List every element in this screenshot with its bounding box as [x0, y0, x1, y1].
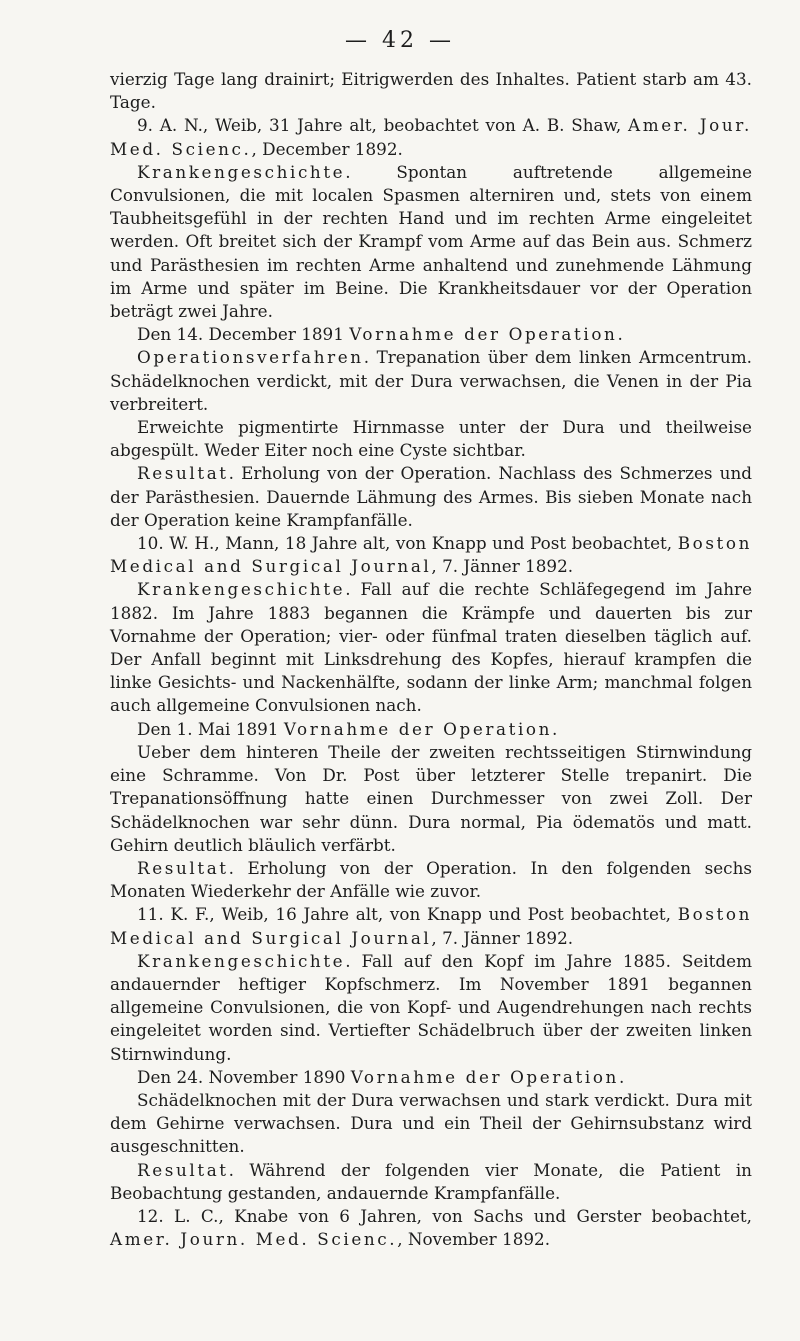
text-body: [110, 68, 752, 1251]
paragraph: [110, 1066, 752, 1089]
spaced-emphasis-text: Vornahme der Operation: [283, 718, 553, 739]
body-text: Erweichte pigmentirte Hirnmasse unter der Dura und theilweise abgespült. Weder Eiter noch eine Cyste sichtbar.: [110, 417, 752, 461]
spaced-emphasis-text: Boston Medical and Surgical Journal: [110, 904, 752, 948]
spaced-emphasis-text: Resultat: [137, 1159, 229, 1180]
body-text: , 7. Jänner 1892.: [431, 556, 574, 577]
paragraph: [110, 346, 752, 416]
paragraph: [110, 323, 752, 346]
body-text: 12. L. C., Knabe von 6 Jahren, von Sachs und Gerster beobachtet,: [137, 1205, 752, 1226]
body-text: . Trepanation über dem linken Armcentrum. Schädelknochen verdickt, mit der Dura verwachsen, die Venen in der Pia verbreitert.: [110, 347, 752, 414]
body-text: Den 14. December 1891: [137, 324, 350, 345]
paragraph: [110, 462, 752, 532]
paragraph: [110, 68, 752, 114]
body-text: . Während der folgenden vier Monate, die Patient in Beobachtung gestanden, andauernde Krampfanfälle.: [110, 1159, 752, 1203]
spaced-emphasis-text: Vornahme der Operation: [349, 324, 618, 345]
paragraph: [110, 1089, 752, 1159]
page-number: — 42 —: [345, 28, 455, 53]
body-text: . Erholung von der Operation. Nachlass des Schmerzes und der Parästhesien. Dauernde Lähmung des Armes. Bis sieben Monate nach der Operation keine Krampfanfälle.: [110, 463, 752, 530]
body-text: , 7. Jänner 1892.: [431, 927, 574, 948]
paragraph: [110, 416, 752, 462]
spaced-emphasis-text: Resultat: [137, 463, 229, 484]
body-text: . Spontan auftretende allgemeine Convulsionen, die mit localen Spasmen alterniren und, stets von einem Taubheitsgefühl in der rechten Hand und im rechten Arme eingeleitet werden. Oft breitet sich der Krampf vom Arme auf das Bein aus. Schmerz und Parästhesien im rechten Arme anhaltend und zunehmende Lähmung im Arme und später im Beine. Die Krankheitsdauer vor der Operation beträgt zwei Jahre.: [110, 161, 752, 322]
spaced-emphasis-text: Vornahme der Operation: [350, 1066, 619, 1087]
paragraph: [110, 741, 752, 857]
body-text: Ueber dem hinteren Theile der zweiten rechtsseitigen Stirnwindung eine Schramme. Von Dr. Post über letzterer Stelle trepanirt. Die Trepanationsöffnung hatte einen Durchmesser von zwei Zoll. Der Schädelknochen war sehr dünn. Dura normal, Pia ödematös und matt. Gehirn deutlich bläulich verfärbt.: [110, 741, 752, 855]
spaced-emphasis-text: Boston Medical and Surgical Journal: [110, 533, 752, 577]
spaced-emphasis-text: Krankengeschichte: [137, 579, 346, 600]
paragraph: [110, 857, 752, 903]
body-text: 11. K. F., Weib, 16 Jahre alt, von Knapp und Post beobachtet,: [137, 904, 678, 925]
paragraph: [110, 114, 752, 160]
spaced-emphasis-text: Amer. Jour. Med. Scienc.: [110, 115, 752, 159]
spaced-emphasis-text: Operationsverfahren: [137, 347, 364, 368]
body-text: , November 1892.: [397, 1229, 551, 1250]
body-text: . Fall auf die rechte Schläfegegend im Jahre 1882. Im Jahre 1883 begannen die Krämpfe und dauerten bis zur Vornahme der Operation; vier- oder fünfmal traten dieselben täglich auf. Der Anfall beginnt mit Linksdrehung des Kopfes, hierauf krampfen die linke Gesichts- und Nackenhälfte, sodann der linke Arm; manchmal folgen auch allgemeine Convulsionen nach.: [110, 579, 752, 716]
body-text: 9. A. N., Weib, 31 Jahre alt, beobachtet von A. B. Shaw,: [137, 115, 629, 136]
spaced-emphasis-text: Krankengeschichte: [137, 950, 346, 971]
paragraph: [110, 903, 752, 949]
body-text: Schädelknochen mit der Dura verwachsen und stark verdickt. Dura mit dem Gehirne verwachsen. Dura und ein Theil der Gehirnsubstanz wird ausgeschnitten.: [110, 1089, 752, 1157]
paragraph: [110, 161, 752, 323]
paragraph: [110, 950, 752, 1066]
spaced-emphasis-text: Resultat: [137, 857, 229, 878]
paragraph: [110, 1159, 752, 1205]
paragraph: [110, 718, 752, 741]
body-text: .: [552, 718, 558, 739]
body-text: Den 1. Mai 1891: [137, 718, 284, 739]
body-text: , December 1892.: [251, 138, 403, 159]
paragraph: [110, 1205, 752, 1251]
paragraph: [110, 578, 752, 717]
body-text: .: [618, 1066, 625, 1087]
body-text: vierzig Tage lang drainirt; Eitrigwerden des Inhaltes. Patient starb am 43. Tage.: [110, 69, 752, 113]
paragraph: [110, 532, 752, 578]
body-text: . Fall auf den Kopf im Jahre 1885. Seitdem andauernder heftiger Kopfschmerz. Im November 1891 begannen allgemeine Convulsionen, die von Kopf- und Augendrehungen nach rechts eingeleitet worden sind. Vertiefter Schädelbruch über der zweiten linken Stirnwindung.: [110, 950, 752, 1064]
spaced-emphasis-text: Krankengeschichte: [137, 161, 346, 182]
body-text: Den 24. November 1890: [137, 1066, 351, 1087]
body-text: . Erholung von der Operation. In den folgenden sechs Monaten Wiederkehr der Anfälle wie zuvor.: [110, 857, 752, 902]
body-text: 10. W. H., Mann, 18 Jahre alt, von Knapp und Post beobachtet,: [137, 533, 678, 554]
body-text: .: [617, 324, 623, 345]
spaced-emphasis-text: Amer. Journ. Med. Scienc.: [110, 1229, 398, 1250]
